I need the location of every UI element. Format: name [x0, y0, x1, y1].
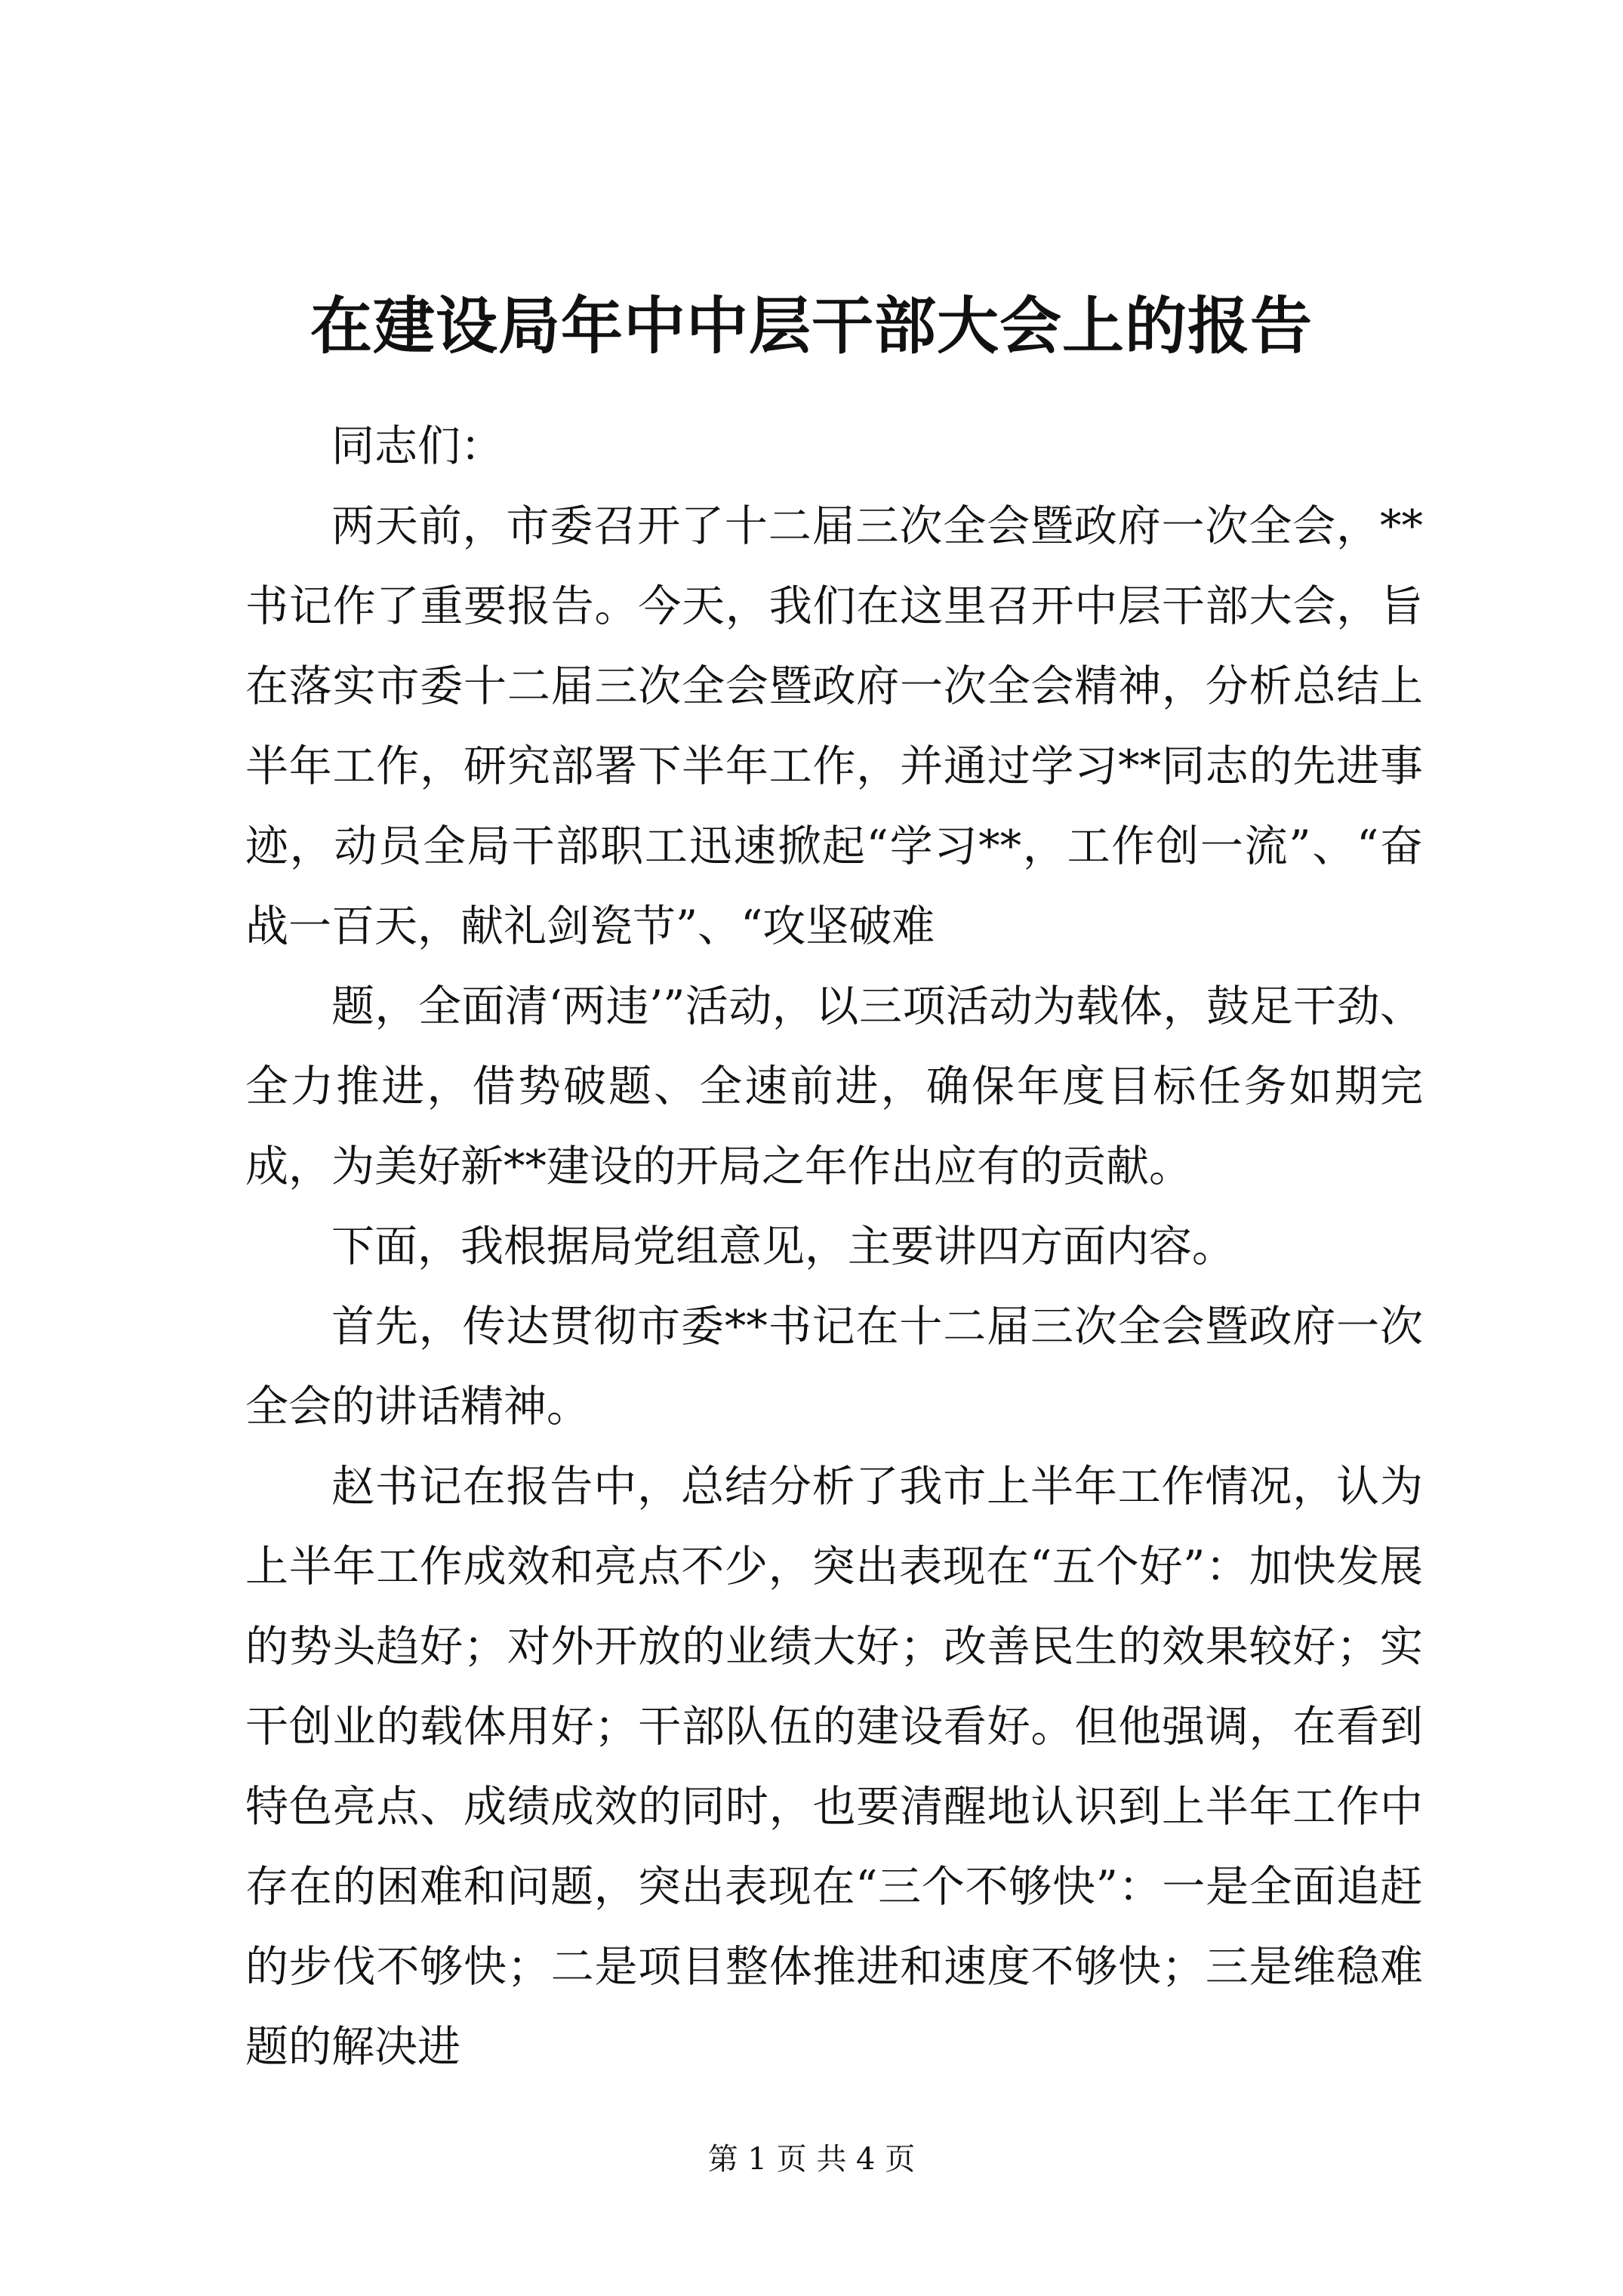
paragraph-report-summary: 赵书记在报告中，总结分析了我市上半年工作情况，认为上半年工作成效和亮点不少，突出表现在“五个好”：加快发展的势头趋好；对外开放的业绩大好；改善民生的效果较好；实干创业的载体用好；干部队伍的建设看好。但他强调，在看到特色亮点、成绩成效的同时，也要清醒地认识到上半年工作中存在的困难和问题，突出表现在“三个不够快”：一是全面追赶的步伐不够快；二是项目整体推进和速度不够快；三是维稳难题的解决进 [245, 1462, 1423, 2072]
document-title: 在建设局年中中层干部大会上的报告 [310, 290, 1313, 362]
paragraph-outline: 下面，我根据局党组意见，主要讲四方面内容。 [331, 1222, 1235, 1271]
paragraph-intro-continued: 题，全面清‘两违’”活动，以三项活动为载体，鼓足干劲、全力推进，借势破题、全速前进，确保年度目标任务如期完成，为美好新**建设的开局之年作出应有的贡献。 [245, 982, 1423, 1191]
page-number-footer: 第 1 页 共 4 页 [707, 2142, 916, 2177]
document-body [245, 406, 1423, 2087]
paragraph-salutation: 同志们： [331, 421, 504, 471]
paragraph-first-point: 首先，传达贯彻市委**书记在十二届三次全会暨政府一次全会的讲话精神。 [245, 1302, 1423, 1432]
paragraph-intro: 两天前，市委召开了十二届三次全会暨政府一次全会，**书记作了重要报告。今天，我们在这里召开中层干部大会，旨在落实市委十二届三次全会暨政府一次全会精神，分析总结上半年工作，研究部署下半年工作，并通过学习**同志的先进事迹，动员全局干部职工迅速掀起“学习**，工作创一流”、“奋战一百天，献礼剑瓷节”、“攻坚破难 [245, 501, 1423, 951]
